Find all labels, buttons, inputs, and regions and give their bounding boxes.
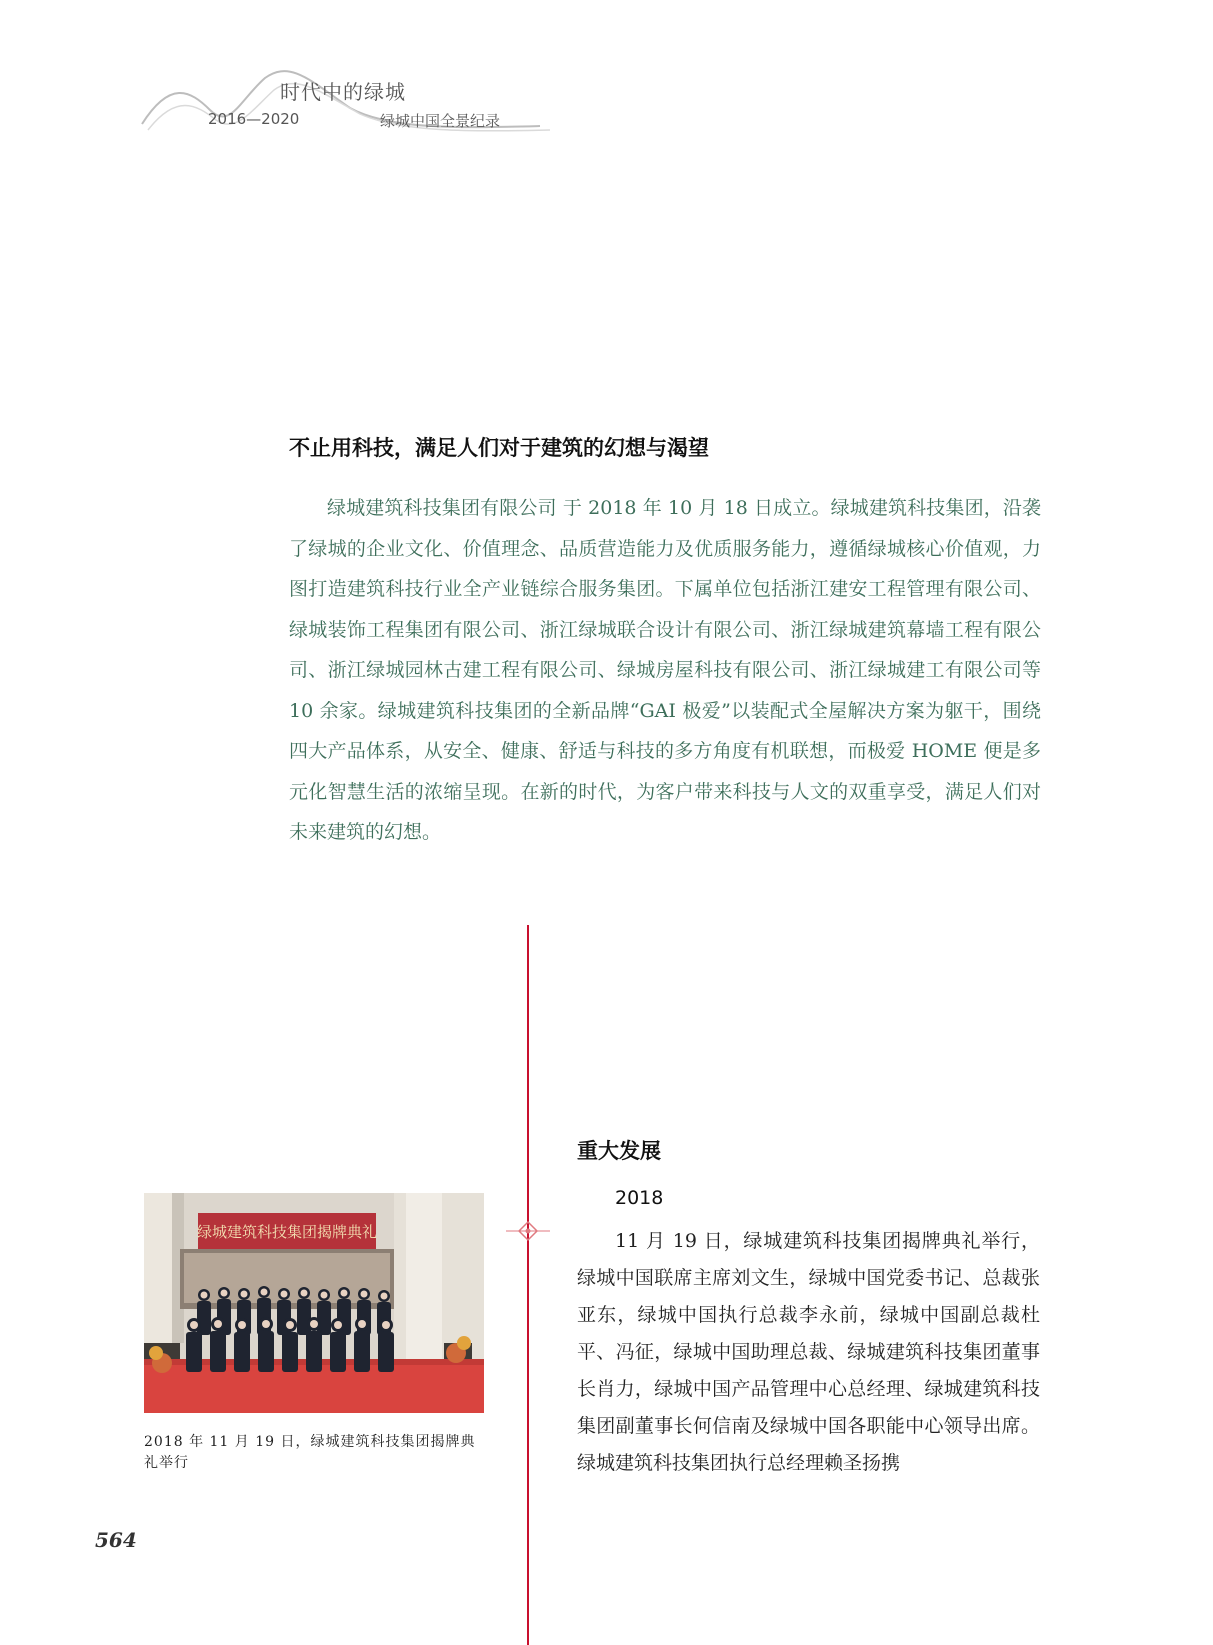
ceremony-photo-illustration bbox=[144, 1193, 484, 1413]
ceremony-photo bbox=[144, 1193, 484, 1413]
header-years: 2016—2020 bbox=[208, 110, 300, 128]
section-body-paragraph: 绿城建筑科技集团有限公司 于 2018 年 10 月 18 日成立。绿城建筑科技集团，沿袭了绿城的企业文化、价值理念、品质营造能力及优质服务能力，遵循绿城核心价值观，力图打造建筑科技行业全产业链综合服务集团。下属单位包括浙江建安工程管理有限公司、绿城装饰工程集团有限公司、浙江绿城联合设计有限公司、浙江绿城建筑幕墙工程有限公司、浙江绿城园林古建工程有限公司、绿城房屋科技有限公司、浙江绿城建工有限公司等 10 余家。绿城建筑科技集团的全新品牌“GAI 极爱”以装配式全屋解决方案为躯干，围绕四大产品体系，从安全、健康、舒适与科技的多方角度有机联想，而极爱 HOME 便是多元化智慧生活的浓缩呈现。在新的时代，为客户带来科技与人文的双重享受，满足人们对未来建筑的幻想。 bbox=[289, 497, 1041, 843]
photo-caption: 2018 年 11 月 19 日，绿城建筑科技集团揭牌典礼举行 bbox=[144, 1434, 476, 1471]
header-title: 时代中的绿城 bbox=[280, 80, 406, 104]
banner-text: 绿城建筑科技集团揭牌典礼 bbox=[196, 1223, 378, 1241]
page-number: 564 bbox=[95, 1528, 137, 1552]
milestone-paragraph: 11 月 19 日，绿城建筑科技集团揭牌典礼举行，绿城中国联席主席刘文生，绿城中国党委书记、总裁张亚东，绿城中国执行总裁李永前，绿城中国副总裁杜平、冯征，绿城中国助理总裁、绿城建筑科技集团董事长肖力，绿城中国产品管理中心总经理、绿城建筑科技集团副董事长何信南及绿城中国各职能中心领导出席。绿城建筑科技集团执行总经理赖圣扬携 bbox=[577, 1230, 1040, 1474]
milestone-year: 2018 bbox=[615, 1187, 664, 1209]
running-header bbox=[140, 60, 560, 140]
diamond-ornament-icon bbox=[506, 1220, 550, 1242]
section-heading: 不止用科技，满足人们对于建筑的幻想与渴望 bbox=[289, 436, 709, 460]
vertical-divider-line bbox=[527, 925, 529, 1645]
milestones-heading: 重大发展 bbox=[577, 1139, 661, 1163]
header-subtitle: 绿城中国全景纪录 bbox=[380, 112, 501, 130]
